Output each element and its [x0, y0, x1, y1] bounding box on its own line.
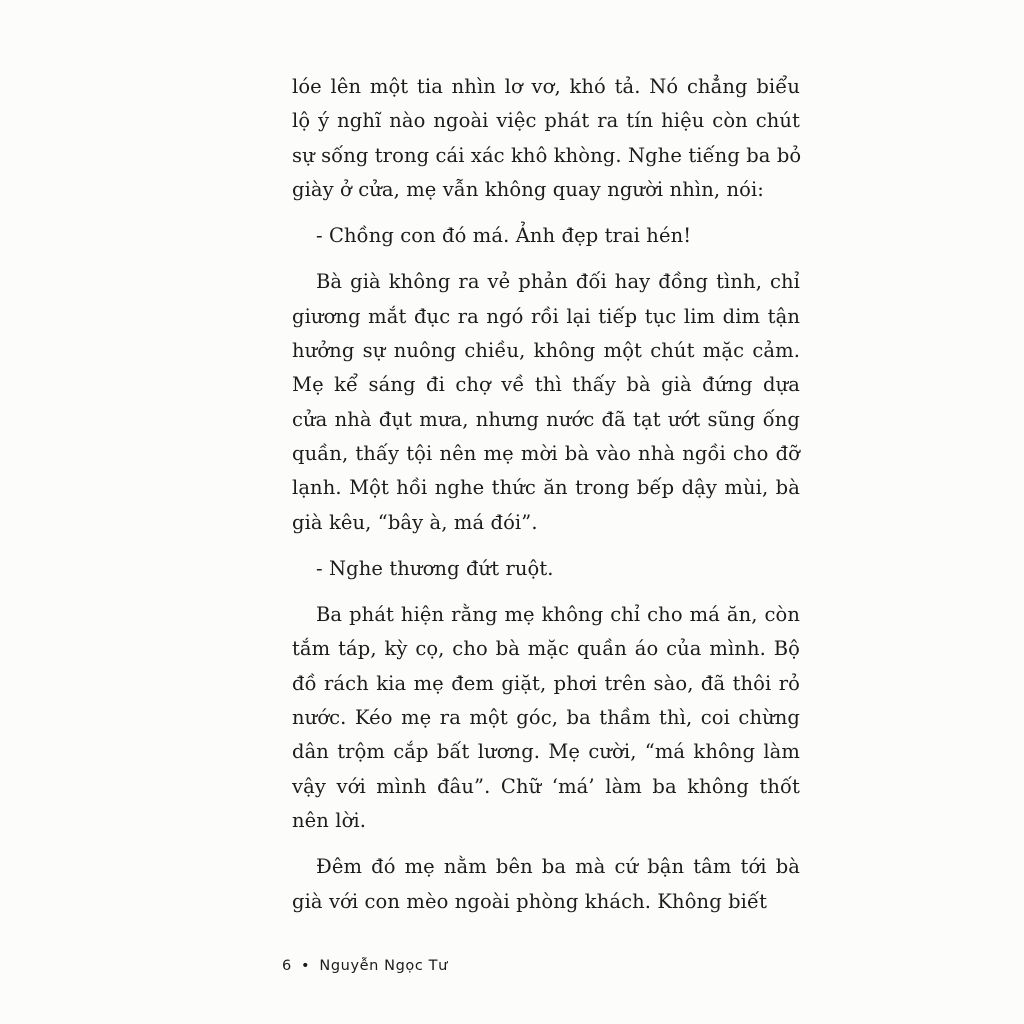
page-footer — [282, 958, 448, 974]
text-line: lạnh. Một hồi nghe thức ăn trong bếp dậy mùi, bà — [292, 476, 800, 500]
author-name: Nguyễn Ngọc Tư — [319, 958, 448, 974]
text-line: cửa nhà đụt mưa, nhưng nước đã tạt ướt sũng ống — [292, 407, 800, 431]
text-line: già với con mèo ngoài phòng khách. Không biết — [292, 889, 768, 913]
text-line: Ba phát hiện rằng mẹ không chỉ cho má ăn, còn — [316, 603, 800, 627]
footer-separator: • — [301, 958, 311, 974]
text-line: nên lời. — [292, 808, 367, 832]
text-line: giương mắt đục ra ngó rồi lại tiếp tục lim dim tận — [292, 304, 800, 328]
text-line: vậy với mình đâu”. Chữ ‘má’ làm ba không thốt — [292, 774, 800, 798]
body-text — [292, 70, 800, 919]
text-line: Mẹ kể sáng đi chợ về thì thấy bà già đứng dựa — [292, 373, 800, 397]
text-line: - Chồng con đó má. Ảnh đẹp trai hén! — [316, 224, 692, 248]
text-line: nước. Kéo mẹ ra một góc, ba thầm thì, coi chừng — [292, 706, 800, 730]
text-line: giày ở cửa, mẹ vẫn không quay người nhìn, nói: — [292, 177, 764, 201]
text-line: - Nghe thương đứt ruột. — [316, 556, 554, 580]
paragraph — [292, 598, 800, 838]
text-line: tắm táp, kỳ cọ, cho bà mặc quần áo của mình. Bộ — [292, 637, 800, 661]
paragraph-gap — [292, 207, 800, 219]
paragraph-gap — [292, 838, 800, 850]
paragraph — [292, 70, 800, 207]
dialogue-paragraph — [292, 219, 800, 253]
page-number: 6 — [282, 958, 292, 974]
dialogue-paragraph — [292, 552, 800, 586]
text-line: lóe lên một tia nhìn lơ vơ, khó tả. Nó chẳng biểu — [292, 75, 800, 98]
paragraph — [292, 265, 800, 539]
paragraph-gap — [292, 253, 800, 265]
text-line: dân trộm cắp bất lương. Mẹ cười, “má không làm — [292, 740, 800, 764]
text-line: lộ ý nghĩ nào ngoài việc phát ra tín hiệu còn chút — [292, 109, 800, 133]
text-line: Bà già không ra vẻ phản đối hay đồng tình, chỉ — [316, 270, 800, 294]
text-line: Đêm đó mẹ nằm bên ba mà cứ bận tâm tới bà — [316, 855, 800, 879]
paragraph-gap — [292, 586, 800, 598]
text-line: già kêu, “bây à, má đói”. — [292, 510, 538, 534]
text-line: quần, thấy tội nên mẹ mời bà vào nhà ngồi cho đỡ — [292, 441, 800, 465]
text-line: hưởng sự nuông chiều, không một chút mặc cảm. — [292, 339, 800, 363]
paragraph — [292, 850, 800, 919]
text-line: sự sống trong cái xác khô khòng. Nghe tiếng ba bỏ — [292, 143, 802, 167]
paragraph-gap — [292, 540, 800, 552]
text-line: đồ rách kia mẹ đem giặt, phơi trên sào, đã thôi rỏ — [292, 671, 800, 695]
